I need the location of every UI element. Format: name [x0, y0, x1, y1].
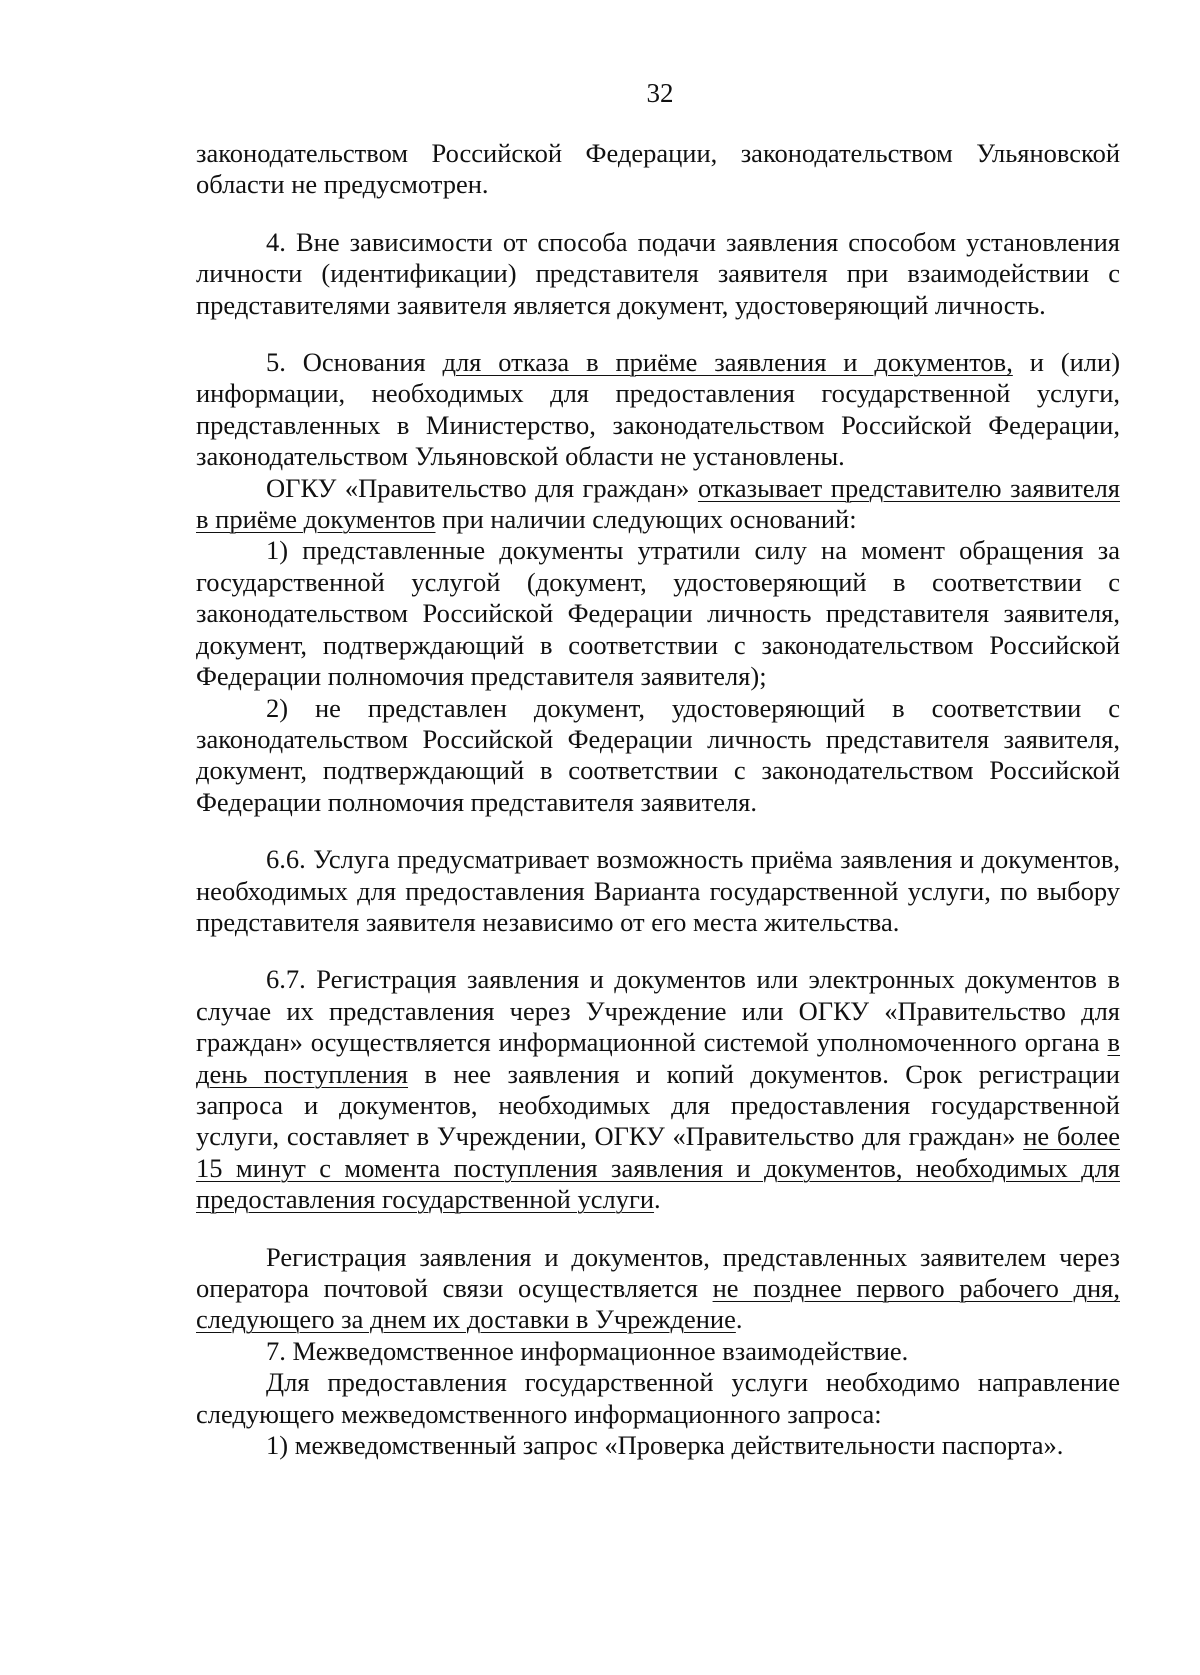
underlined-text: для отказа в приёме заявления и документов, [442, 347, 1013, 378]
text-segment: 6.7. Регистрация заявления и документов или электронных документов в случае их представления через Учреждение или ОГКУ «Правительство для граждан» осуществляется информационной системой уполномоченного органа [196, 964, 1120, 1058]
underlined-text: не более 15 минут с момента поступления заявления и документов, необходимых для предоставления государственной услуги [196, 1121, 1120, 1215]
list-item-request-1: 1) межведомственный запрос «Проверка действительности паспорта». [266, 1430, 1064, 1461]
text-segment: при наличии следующих оснований: [435, 504, 857, 535]
paragraph-item-5 [196, 347, 1120, 473]
document-body [196, 138, 1120, 1461]
underlined-text: не позднее первого рабочего дня, следующего за днем их доставки в Учреждение [196, 1273, 1120, 1335]
paragraph-postal-registration [196, 1242, 1120, 1336]
text-segment: и (или) информации, необходимых для предоставления государственной услуги, представленных в Министерство, законодательством Российской Федерации, законодательством Ульяновской области не установлены. [196, 347, 1121, 472]
text-segment: ОГКУ «Правительство для граждан» [266, 472, 698, 503]
underlined-text: в день поступления [196, 1027, 1120, 1089]
paragraph-continuation: законодательством Российской Федерации, законодательством Ульяновской области не предусмотрен. [196, 138, 1120, 200]
paragraph-item-6-6: 6.6. Услуга предусматривает возможность приёма заявления и документов, необходимых для предоставления Варианта государственной услуги, по выбору представителя заявителя независимо от его места жительства. [196, 844, 1120, 937]
list-item-2: 2) не представлен документ, удостоверяющий в соответствии с законодательством Российской Федерации личность представителя заявителя, документ, подтверждающий в соответствии с законодательством Российской Федерации полномочия представителя заявителя. [196, 692, 1120, 817]
text-segment: 5. Основания [266, 347, 443, 378]
paragraph-item-7: 7. Межведомственное информационное взаимодействие. [266, 1335, 909, 1366]
text-segment: . [735, 1304, 743, 1335]
underlined-text: отказывает представителю заявителя в приёме документов [196, 472, 1120, 535]
text-segment: . [654, 1184, 661, 1215]
text-segment: Регистрация заявления и документов, представленных заявителем через оператора почтовой связи осуществляется [196, 1241, 1120, 1303]
text-segment: в нее заявления и копий документов. Срок регистрации запроса и документов, необходимых для предоставления государственной услуги, составляет в Учреждении, ОГКУ «Правительство для граждан» [196, 1058, 1120, 1152]
paragraph-item-6-7 [196, 964, 1120, 1215]
list-item-1: 1) представленные документы утратили силу на момент обращения за государственной услугой (документ, удостоверяющий в соответствии с законодательством Российской Федерации личность представителя заявителя, документ, подтверждающий в соответствии с законодательством Российской Федерации полномочия представителя заявителя); [196, 535, 1120, 692]
paragraph-interagency-request: Для предоставления государственной услуги необходимо направление следующего межведомственного информационного запроса: [196, 1367, 1120, 1429]
paragraph-item-4: 4. Вне зависимости от способа подачи заявления способом установления личности (идентификации) представителя заявителя при взаимодействии с представителями заявителя является документ, удостоверяющий личность. [196, 226, 1120, 320]
page-number: 32 [646, 78, 674, 108]
paragraph-ogku-refusal [196, 473, 1120, 536]
